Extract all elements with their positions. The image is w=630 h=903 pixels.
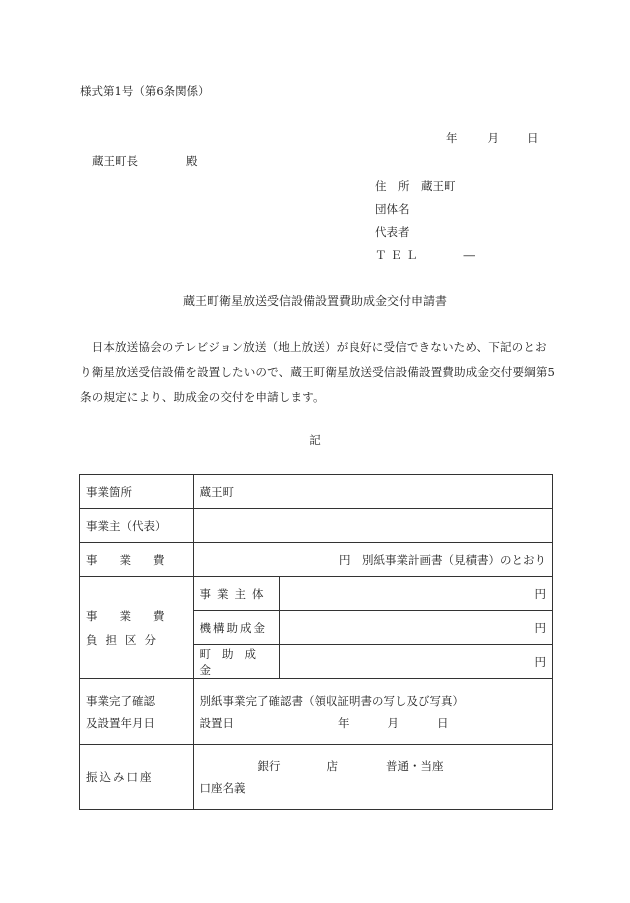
burden-label-line2: 負担区分 bbox=[86, 632, 164, 647]
install-day: 日 bbox=[437, 715, 449, 730]
addressee bbox=[92, 153, 198, 169]
completion-line2 bbox=[200, 712, 547, 734]
row-location bbox=[80, 475, 553, 509]
install-month: 月 bbox=[387, 715, 399, 730]
burden-label-line1: 事業費 bbox=[86, 608, 187, 623]
tel-dash: ― bbox=[463, 248, 475, 262]
address-value: 蔵王町 bbox=[421, 179, 456, 193]
install-year: 年 bbox=[338, 715, 350, 730]
cost-value: 円 別紙事業計画書（見積書）のとおり bbox=[193, 543, 553, 577]
install-date-label: 設置日 bbox=[199, 715, 234, 730]
completion-line1: 別紙事業完了確認書（領収証明書の写し及び写真） bbox=[199, 693, 464, 708]
applicant-group: 団体名 bbox=[375, 202, 410, 216]
branch-label: 店 bbox=[326, 759, 338, 773]
cost-label bbox=[80, 543, 194, 577]
date-month: 月 bbox=[487, 131, 499, 145]
date-line bbox=[446, 130, 539, 146]
owner-label: 事業主（代表） bbox=[80, 509, 194, 543]
account-line1 bbox=[200, 755, 547, 777]
addressee-name: 蔵王町長 bbox=[92, 154, 138, 168]
account-name-label: 口座名義 bbox=[199, 781, 246, 795]
body-text bbox=[80, 335, 555, 410]
cost-label-text: 事業費 bbox=[86, 552, 187, 567]
body-paragraph: 日本放送協会のテレビジョン放送（地上放送）が良好に受信できないため、下記のとおり衛星放送受信設備を設置したいので、蔵王町衛星放送受信設備設置費助成金交付要綱第5条の規定により、助成金の交付を申請します。 bbox=[80, 340, 555, 404]
account-value bbox=[193, 745, 553, 810]
location-label-cell bbox=[80, 475, 194, 509]
applicant-tel bbox=[375, 247, 475, 263]
burden-row-yen: 円 bbox=[279, 611, 553, 645]
row-burden-1 bbox=[80, 577, 553, 611]
form-number: 様式第1号（第6条関係） bbox=[80, 84, 210, 98]
completion-label-line1: 事業完了確認 bbox=[86, 693, 155, 708]
burden-row-label: 機構助成金 bbox=[193, 611, 279, 645]
page-title: 蔵王町衛星放送受信設備設置費助成金交付申請書 bbox=[182, 294, 447, 308]
row-completion bbox=[80, 679, 553, 745]
account-type: 普通・当座 bbox=[386, 759, 444, 773]
application-table bbox=[79, 474, 553, 810]
account-label: 振込み口座 bbox=[80, 745, 194, 810]
owner-value bbox=[193, 509, 553, 543]
ki-heading: 記 bbox=[309, 433, 321, 447]
applicant-address bbox=[375, 178, 456, 194]
bank-label: 銀行 bbox=[257, 759, 281, 773]
tel-label: ＴＥＬ bbox=[375, 248, 422, 262]
completion-label-line2: 及設置年月日 bbox=[86, 715, 155, 730]
burden-label bbox=[80, 577, 194, 679]
location-label bbox=[86, 484, 187, 500]
location-value: 蔵王町 bbox=[193, 475, 553, 509]
completion-value bbox=[193, 679, 553, 745]
burden-row-label: 事業主体 bbox=[193, 577, 279, 611]
row-account bbox=[80, 745, 553, 810]
date-day: 日 bbox=[527, 131, 539, 145]
burden-row-yen: 円 bbox=[279, 577, 553, 611]
date-year: 年 bbox=[446, 131, 458, 145]
completion-label bbox=[80, 679, 194, 745]
applicant-representative: 代表者 bbox=[375, 225, 410, 239]
address-label: 住 所 bbox=[375, 179, 410, 193]
row-owner bbox=[80, 509, 553, 543]
location-label-text: 事業箇所 bbox=[86, 484, 132, 499]
addressee-honorific: 殿 bbox=[186, 154, 198, 168]
row-cost bbox=[80, 543, 553, 577]
burden-row-yen: 円 bbox=[279, 645, 553, 679]
burden-row-label: 町助成金 bbox=[193, 645, 279, 679]
